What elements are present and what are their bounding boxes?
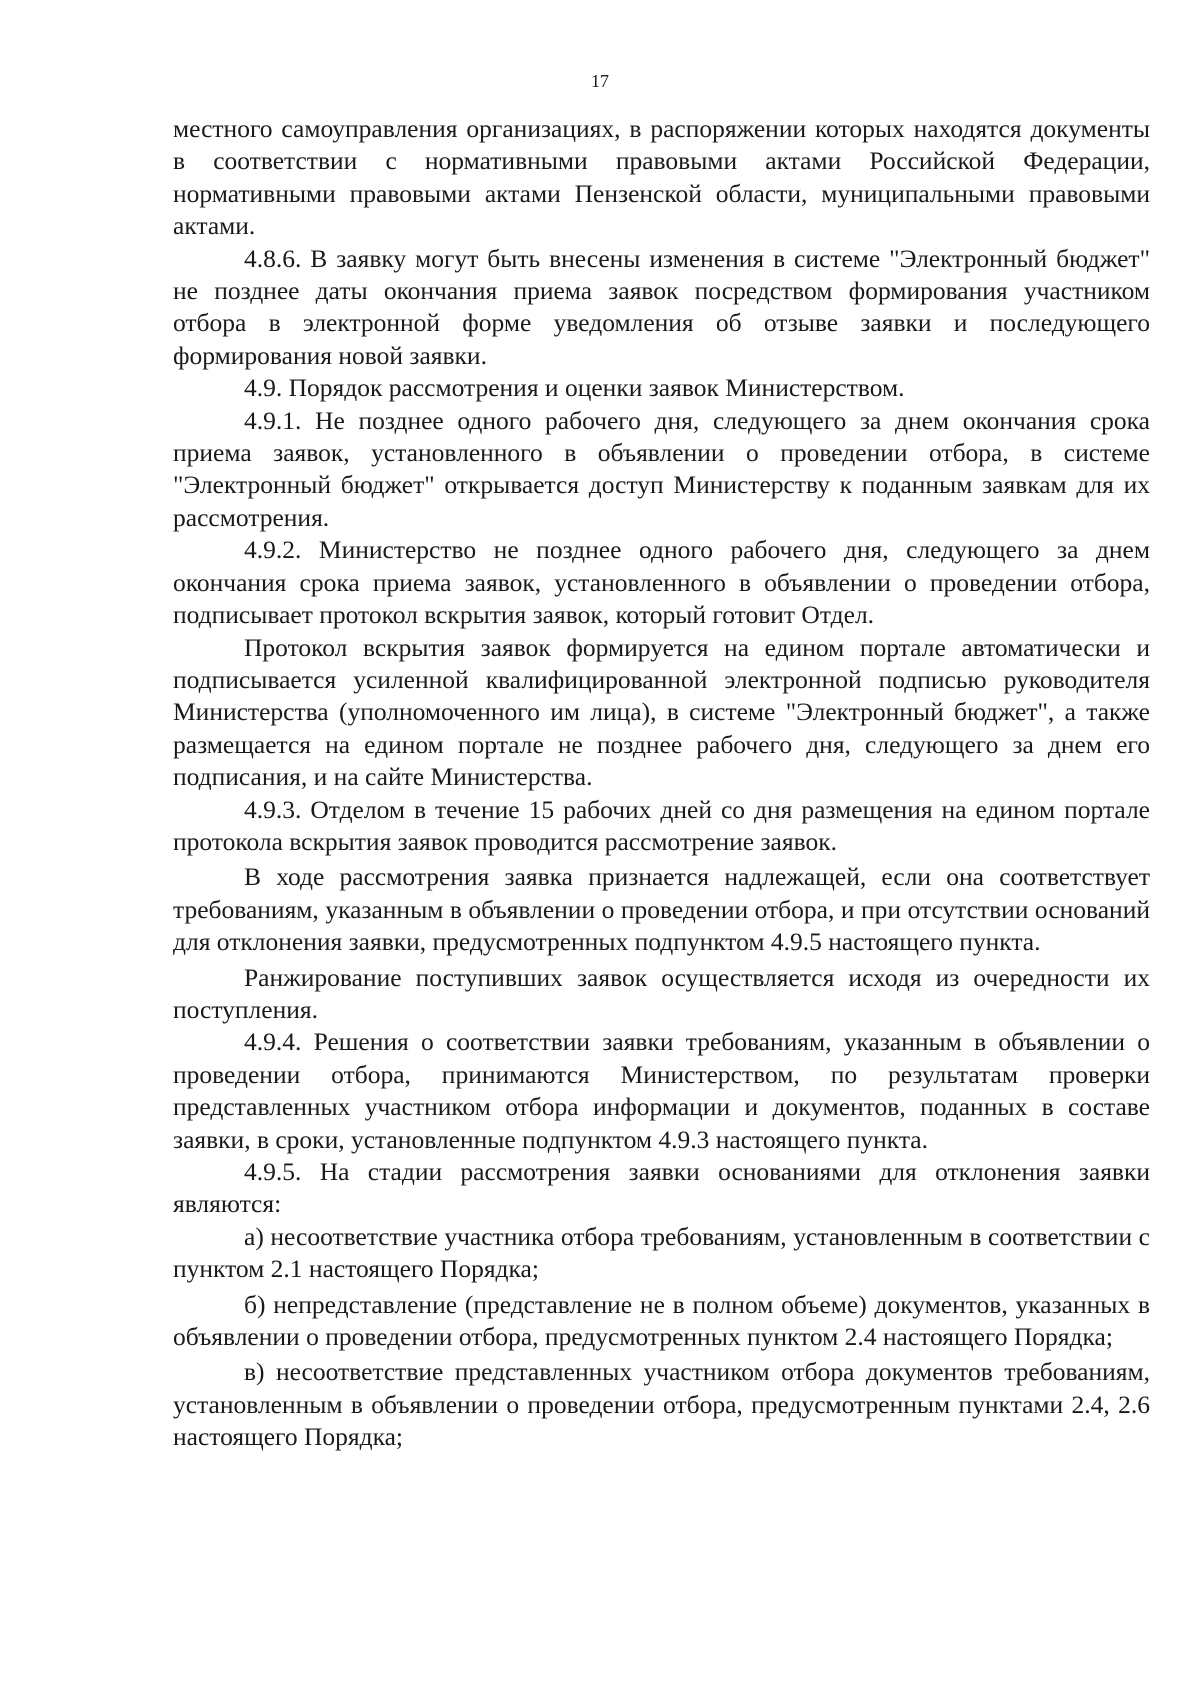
paragraph-ranking: Ранжирование поступивших заявок осуществляется исходя из очередности их поступления. — [173, 962, 1150, 1024]
paragraph-review: В ходе рассмотрения заявка признается надлежащей, если она соответствует требованиям, указанным в объявлении о проведении отбора, и при отсутствии оснований для отклонения заявки, предусмотренных подпунктом 4.9.5 настоящего пункта. — [173, 862, 1150, 957]
paragraph-4-9-1: 4.9.1. Не позднее одного рабочего дня, следующего за днем окончания срока приема заявок, установленного в объявлении о проведении отбора, в системе "Электронный бюджет" открывается доступ Министерству к поданным заявкам для их рассмотрения. — [173, 405, 1150, 532]
paragraph-continuation: местного самоуправления организациях, в распоряжении которых находятся документы в соответствии с нормативными правовыми актами Российской Федерации, нормативными правовыми актами Пензенской области, муниципальными правовыми актами. — [173, 114, 1150, 241]
document-body — [173, 113, 1150, 1454]
paragraph-4-9-5: 4.9.5. На стадии рассмотрения заявки основаниями для отклонения заявки являются: — [173, 1157, 1150, 1219]
page-number: 17 — [591, 71, 609, 91]
paragraph-4-9: 4.9. Порядок рассмотрения и оценки заявок Министерством. — [244, 373, 905, 403]
paragraph-4-9-2: 4.9.2. Министерство не позднее одного рабочего дня, следующего за днем окончания срока приема заявок, установленного в объявлении о проведении отбора, подписывает протокол вскрытия заявок, который готовит Отдел. — [173, 535, 1150, 630]
paragraph-4-9-3: 4.9.3. Отделом в течение 15 рабочих дней со дня размещения на едином портале протокола вскрытия заявок проводится рассмотрение заявок. — [173, 794, 1150, 856]
paragraph-4-9-4: 4.9.4. Решения о соответствии заявки требованиям, указанным в объявлении о проведении отбора, принимаются Министерством, по результатам проверки представленных участником отбора информации и документов, поданных в составе заявки, в сроки, установленные подпунктом 4.9.3 настоящего пункта. — [173, 1027, 1150, 1154]
paragraph-protocol: Протокол вскрытия заявок формируется на едином портале автоматически и подписывается усиленной квалифицированной электронной подписью руководителя Министерства (уполномоченного им лица), в системе "Электронный бюджет", а также размещается на едином портале не позднее рабочего дня, следующего за днем его подписания, и на сайте Министерства. — [173, 632, 1150, 792]
paragraph-4-8-6: 4.8.6. В заявку могут быть внесены изменения в системе "Электронный бюджет" не позднее даты окончания приема заявок посредством формирования участником отбора в электронной форме уведомления об отзыве заявки и последующего формирования новой заявки. — [173, 243, 1150, 370]
list-item-b: б) непредставление (представление не в полном объеме) документов, указанных в объявлении о проведении отбора, предусмотренных пунктом 2.4 настоящего Порядка; — [173, 1289, 1150, 1352]
list-item-v: в) несоответствие представленных участником отбора документов требованиям, установленным в объявлении о проведении отбора, предусмотренным пунктами 2.4, 2.6 настоящего Порядка; — [173, 1357, 1150, 1452]
list-item-a: а) несоответствие участника отбора требованиям, установленным в соответствии с пунктом 2.1 настоящего Порядка; — [173, 1221, 1150, 1284]
